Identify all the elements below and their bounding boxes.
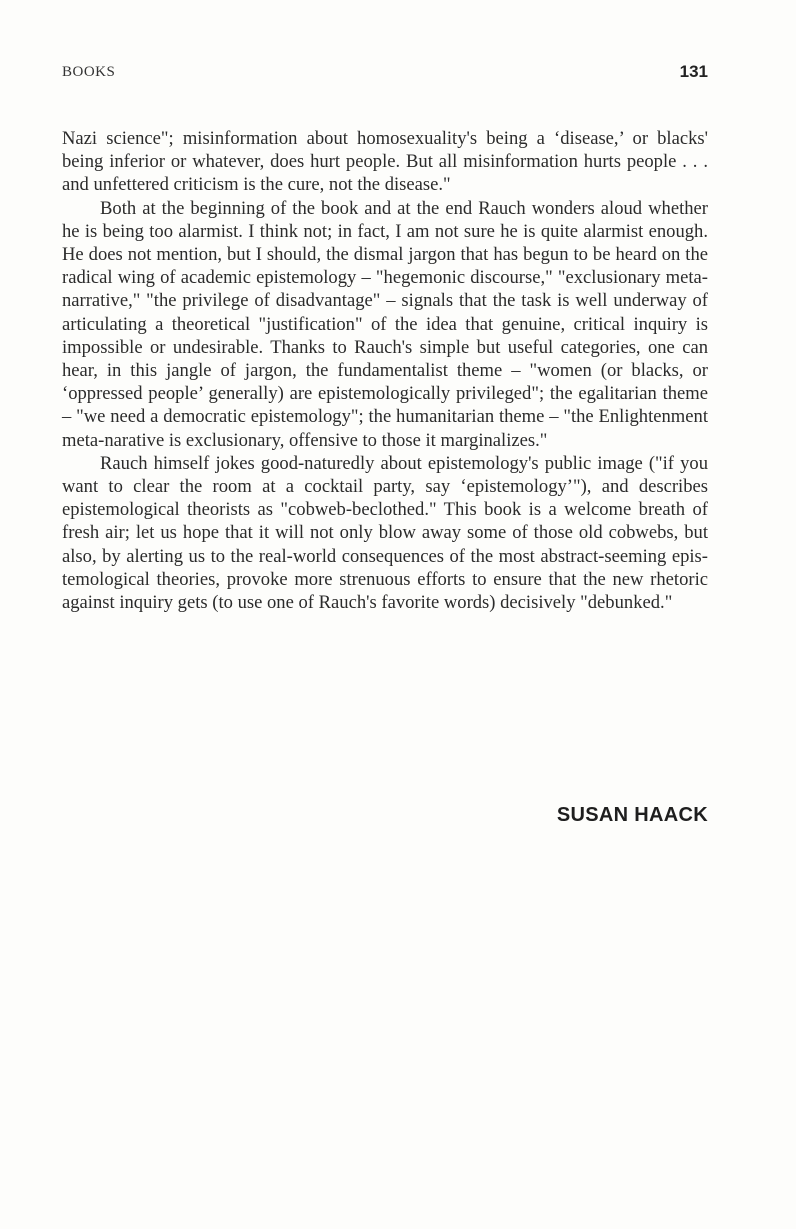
page-number: 131	[679, 62, 708, 81]
paragraph: Rauch himself jokes good-naturedly about epistemology's public image ("if you want to clear the room at a cocktail party, say ‘epistemology’"), and describes epistemological theorists as "cobweb-beclothed." This book is a welcome breath of fresh air; let us hope that it will not only blow away some of those old cobwebs, but also, by alerting us to the real-world consequences of the most abstract-seeming epistemological theories, provoke more strenuous efforts to ensure that the new rhetoric against inquiry gets (to use one of Rauch's favorite words) decisively "debunked."	[62, 452, 708, 614]
article-body	[62, 127, 708, 614]
section-label: BOOKS	[62, 64, 116, 80]
running-head	[62, 62, 708, 86]
author-signature: SUSAN HAACK	[556, 804, 708, 826]
book-page	[62, 0, 708, 1229]
paragraph-continuation: Nazi science"; misinformation about homosexuality's being a ‘disease,’ or blacks' being inferior or whatever, does hurt people. But all misinformation hurts people . . . and unfettered criticism is the cure, not the disease."	[62, 128, 708, 196]
paragraph: Both at the beginning of the book and at the end Rauch wonders aloud whether he is being too alarmist. I think not; in fact, I am not sure he is quite alarmist enough. He does not mention, but I should, the dismal jargon that has begun to be heard on the radical wing of academic epistemology – "hegemonic discourse," "exclusionary metanarrative," "the privilege of disadvantage" – signals that the task is well underway of articulating a theoretical "justification" of the idea that genuine, critical inquiry is impossible or undesirable. Thanks to Rauch's simple but useful categories, one can hear, in this jangle of jargon, the fundamentalist theme – "women (or blacks, or ‘oppressed people’ generally) are epistemologically privileged"; the egalitarian theme – "we need a democratic epistemology"; the humanitarian theme – "the Enlightenment meta-narative is exclusionary, offensive to those it marginalizes."	[62, 197, 708, 451]
